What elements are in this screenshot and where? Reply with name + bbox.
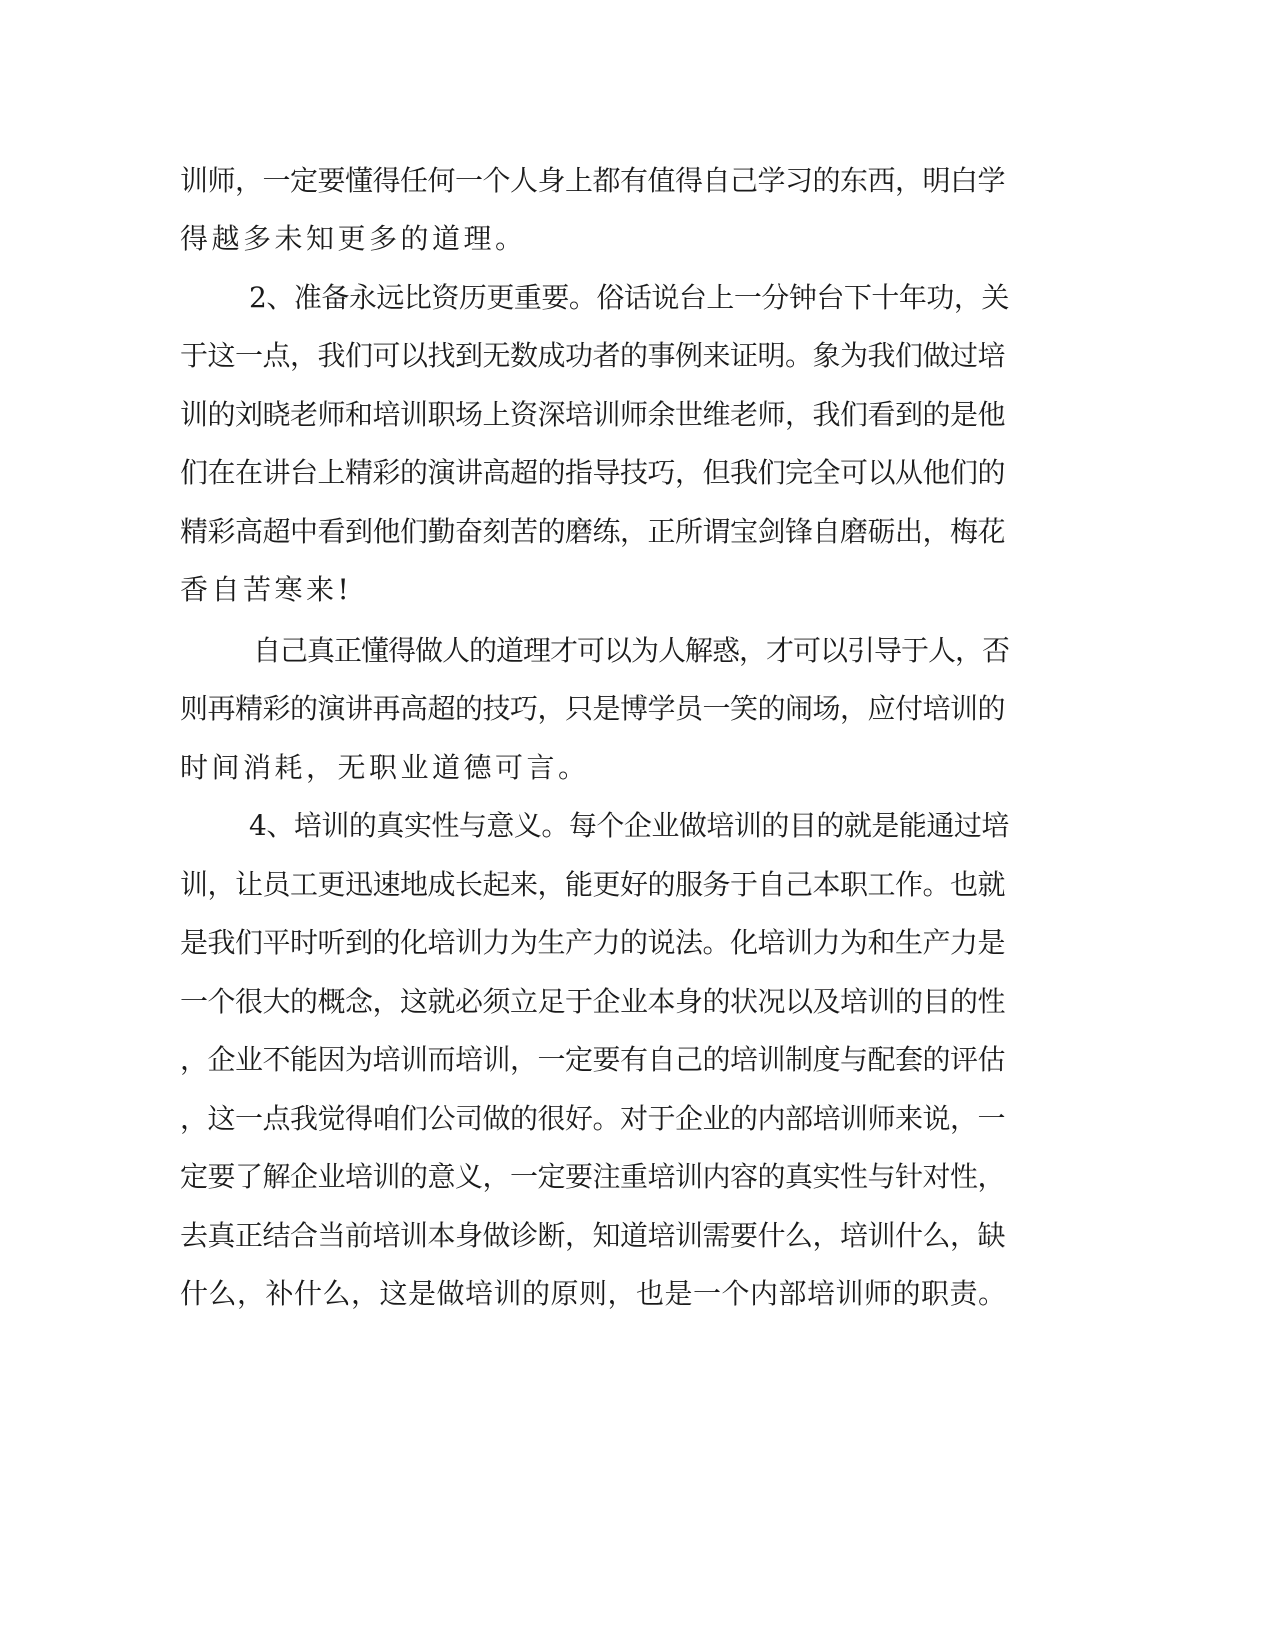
text-line: 定要了解企业培训的意义，一定要注重培训内容的真实性与针对性， [180,1160,1006,1193]
text-line: 们在在讲台上精彩的演讲高超的指导技巧，但我们完全可以从他们的 [180,456,1006,489]
text-line: 香自苦寒来! [180,573,353,606]
text-line: 得越多未知更多的道理。 [180,222,527,255]
text-line: 4、培训的真实性与意义。每个企业做培训的目的就是能通过培 [249,809,1009,842]
text-line: 精彩高超中看到他们勤奋刻苦的磨练，正所谓宝剑锋自磨砺出，梅花 [180,515,1006,548]
text-line: 去真正结合当前培训本身做诊断，知道培训需要什么，培训什么，缺 [180,1219,1006,1252]
text-line: 自己真正懂得做人的道理才可以为人解惑，才可以引导于人，否 [253,634,1010,667]
text-line: 于这一点，我们可以找到无数成功者的事例来证明。象为我们做过培 [180,339,1006,372]
text-line: ，这一点我觉得咱们公司做的很好。对于企业的内部培训师来说，一 [180,1102,1006,1135]
text-line: ，企业不能因为培训而培训，一定要有自己的培训制度与配套的评估 [180,1043,1006,1076]
text-line: 则再精彩的演讲再高超的技巧，只是博学员一笑的闹场，应付培训的 [180,692,1006,725]
text-line: 什么，补什么，这是做培训的原则，也是一个内部培训师的职责。 [180,1277,1007,1310]
text-line: 训师，一定要懂得任何一个人身上都有值得自己学习的东西，明白学 [180,164,1006,197]
text-line: 一个很大的概念，这就必须立足于企业本身的状况以及培训的目的性 [180,985,1006,1018]
text-line: 训的刘晓老师和培训职场上资深培训师余世维老师，我们看到的是他 [180,398,1006,431]
text-line: 时间消耗，无职业道德可言。 [180,751,590,784]
text-line: 训，让员工更迅速地成长起来，能更好的服务于自己本职工作。也就 [180,868,1006,901]
text-line: 是我们平时听到的化培训力为生产力的说法。化培训力为和生产力是 [180,926,1006,959]
text-line: 2、准备永远比资历更重要。俗话说台上一分钟台下十年功，关 [249,281,1009,314]
